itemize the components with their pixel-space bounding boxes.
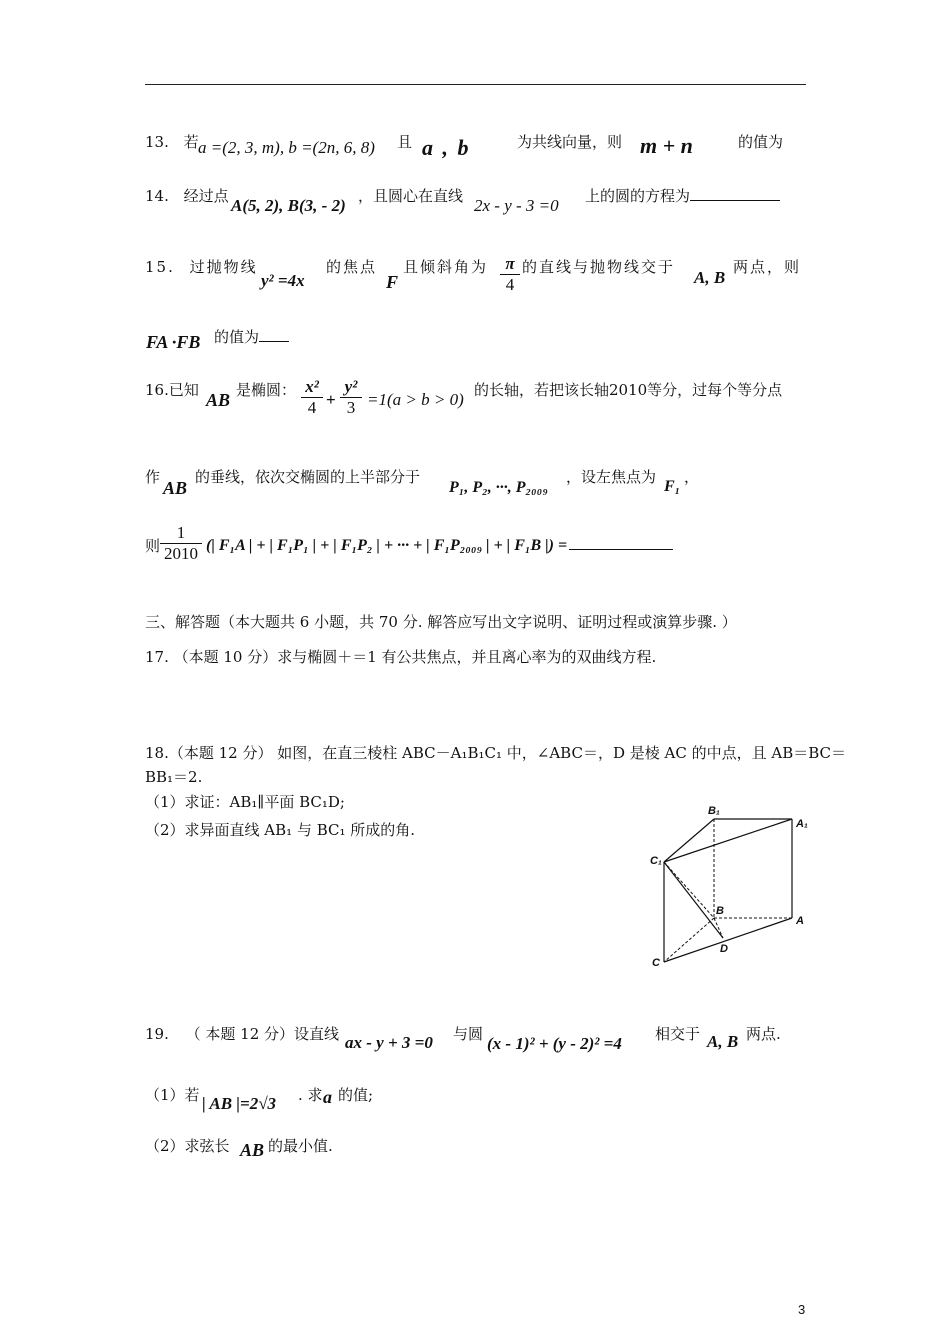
q19-line: ax - y + 3 =0 xyxy=(345,1033,433,1052)
label-C1: C₁ xyxy=(650,855,662,867)
q19-part1-post: . 求 xyxy=(298,1086,323,1104)
label-A: A xyxy=(796,915,804,927)
question-15 xyxy=(145,257,258,277)
edge-CA xyxy=(664,918,792,962)
q13-cond: 且 xyxy=(397,133,413,151)
q15-F: F xyxy=(386,272,399,292)
q19-mid: 与圆 xyxy=(453,1025,484,1043)
q15-mid3: 的直线与抛物线交于 xyxy=(522,258,676,276)
q18-part2: （2）求异面直线 AB₁ 与 BC₁ 所成的角. xyxy=(145,821,416,839)
q14-line: 2x - y - 3 =0 xyxy=(474,196,559,215)
q14-post xyxy=(585,186,780,206)
q16-l3-pre: 则 xyxy=(145,537,161,555)
question-14 xyxy=(145,186,229,206)
q19-part1-expr: | AB |=2√3 xyxy=(202,1094,277,1113)
prism-figure xyxy=(640,800,820,975)
q16-l2-pre: 作 xyxy=(145,468,161,486)
q15-expr: FA ·FB xyxy=(146,332,201,352)
q15-post: 两点，则 xyxy=(733,258,802,276)
q13-vectors: a =(2, 3, m), b =(2n, 6, 8) xyxy=(198,138,375,157)
q19-part2-post: 的最小值. xyxy=(268,1137,333,1155)
q15-mid1: 的焦点 xyxy=(326,258,378,276)
q16-l3-expr-text: (| F₁A | + | F₁P₁ | + | F₁P₂ | + ··· + | F₁P₂₀₀₉ | + | F₁B |) = xyxy=(206,537,568,554)
q16-l3-fraction xyxy=(160,523,202,564)
q16-fx-den: 4 xyxy=(307,398,317,417)
question-17: 17. （本题 10 分）求与椭圆＋＝1 有公共焦点，并且离心率为的双曲线方程. xyxy=(145,648,657,666)
q19-part1-tail: 的值; xyxy=(338,1086,374,1104)
q16-x-fraction xyxy=(301,377,323,418)
q13-expr: m + n xyxy=(640,133,693,158)
q15-tail xyxy=(214,327,289,347)
q14-mid: ，且圆心在直线 xyxy=(358,187,464,205)
q19-part1-pre: （1）若 xyxy=(145,1086,200,1104)
q16-l2-post: ，设左焦点为 xyxy=(566,468,657,486)
q15-answer-blank xyxy=(259,341,289,342)
q19-post: 两点. xyxy=(746,1025,781,1043)
q16-l2-mid: 的垂线，依次交椭圆的上半部分于 xyxy=(195,468,421,486)
q19-part2-AB: AB xyxy=(240,1140,265,1160)
q16-mid1: 是椭圆： xyxy=(236,381,297,399)
q14-answer-blank xyxy=(690,200,780,201)
q16-l2-AB: AB xyxy=(163,478,188,498)
hidden-segment-C1B xyxy=(664,862,714,918)
q13-post: 的值为 xyxy=(738,133,784,151)
hidden-edge-BC xyxy=(664,918,714,962)
q16-post: 的长轴，若把该长轴2010等分，过每个等分点 xyxy=(474,381,783,399)
q16-fy-den: 3 xyxy=(346,398,356,417)
q15-tail-text: 的值为 xyxy=(214,328,260,346)
label-B: B xyxy=(716,905,724,917)
q15-frac-num: π xyxy=(505,254,515,273)
q15-angle-fraction xyxy=(500,254,520,295)
label-B1: B₁ xyxy=(708,805,720,817)
q16-number: 16. xyxy=(145,381,169,399)
q16-pre: 已知 xyxy=(168,381,199,399)
q16-l3-num: 1 xyxy=(176,523,186,542)
edge-C1A1 xyxy=(664,819,792,862)
q16-AB: AB xyxy=(206,390,231,410)
q14-post-text: 上的圆的方程为 xyxy=(585,187,691,205)
q15-curve: y² =4x xyxy=(261,271,305,290)
section-3-heading: 三、解答题（本大题共 6 小题，共 70 分. 解答应写出文字说明、证明过程或演算步骤. ） xyxy=(145,613,737,631)
label-D: D xyxy=(720,943,728,955)
label-A1: A₁ xyxy=(796,818,808,830)
question-19 xyxy=(145,1024,339,1044)
q19-AB: A, B xyxy=(707,1032,739,1051)
q16-plus: + xyxy=(326,390,336,409)
q14-points: A(5, 2), B(3, - 2) xyxy=(231,196,346,215)
label-C: C xyxy=(652,957,660,969)
q13-ab: a , b xyxy=(422,135,471,160)
q19-part1-a: a xyxy=(323,1087,332,1107)
q18-line1: 18.（本题 12 分） 如图，在直三棱柱 ABC－A₁B₁C₁ 中，∠ABC＝，D 是棱 AC 的中点，且 AB＝BC＝ xyxy=(145,744,846,762)
page-number: 3 xyxy=(798,1302,806,1317)
q18-line2: BB₁＝2. xyxy=(145,768,203,786)
q16-answer-blank xyxy=(569,549,673,550)
q19-circle: (x - 1)² + (y - 2)² =4 xyxy=(487,1034,622,1053)
q16-fy-num: y² xyxy=(344,377,358,396)
q15-number: 15. xyxy=(145,258,175,276)
header-rule xyxy=(145,84,806,85)
q13-pre: 若 xyxy=(183,133,199,151)
q13-mid: 为共线向量，则 xyxy=(517,133,623,151)
q19-part2-pre: （2）求弦长 xyxy=(145,1137,230,1155)
q14-number: 14. xyxy=(145,187,169,205)
q19-number: 19. xyxy=(145,1025,169,1043)
q19-mid2: 相交于 xyxy=(655,1025,701,1043)
q15-mid2: 且倾斜角为 xyxy=(403,258,489,276)
q15-AB: A, B xyxy=(694,268,726,287)
edge-B1C1 xyxy=(664,819,714,862)
q16-l2-tail: ， xyxy=(684,468,700,486)
q14-pre: 经过点 xyxy=(183,187,229,205)
q19-pre: （ 本题 12 分）设直线 xyxy=(185,1025,340,1043)
q16-cond: =1(a > b > 0) xyxy=(367,390,464,409)
q15-frac-den: 4 xyxy=(505,275,515,294)
q13-number: 13. xyxy=(145,133,169,151)
q15-pre: 过抛物线 xyxy=(189,258,258,276)
q16-l3-expr xyxy=(206,536,673,556)
q16-y-fraction xyxy=(340,377,362,418)
question-16 xyxy=(145,380,199,400)
q16-fx-num: x² xyxy=(305,377,319,396)
q18-part1: （1）求证：AB₁∥平面 BC₁D; xyxy=(145,793,345,811)
question-13 xyxy=(145,132,199,152)
q16-l2-F: F₁ xyxy=(664,478,681,495)
q16-l2-points: P₁, P₂, ···, P₂₀₀₉ xyxy=(449,479,548,496)
q16-l3-den: 2010 xyxy=(164,544,198,563)
